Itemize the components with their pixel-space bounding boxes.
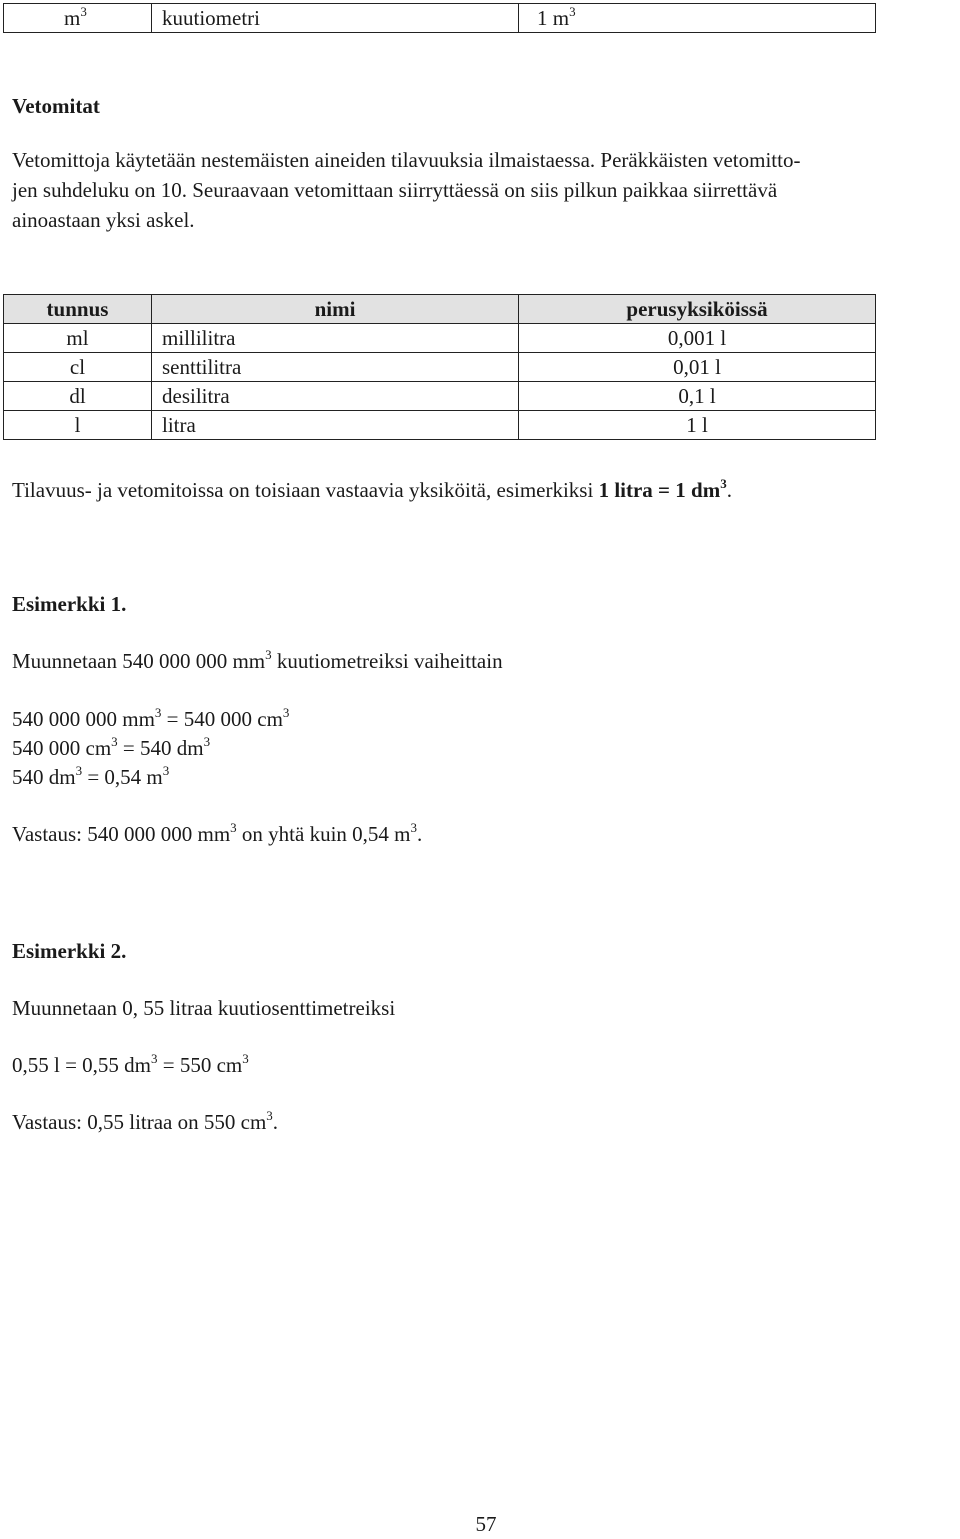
table-row bbox=[4, 353, 876, 382]
top-symbol: $m^3$ bbox=[4, 4, 152, 33]
header-tunnus: tunnus bbox=[4, 295, 152, 324]
example2-step: 0,55 l = 0,55 $dm^3 = 550$ $cm^3$ bbox=[12, 1051, 249, 1077]
cell-symbol: ml bbox=[4, 324, 152, 353]
example1-step: 540 $dm^3 = 0,54$ $m^3$ bbox=[12, 763, 170, 789]
header-perusyksikoissa: perusyksiköissä bbox=[519, 295, 876, 324]
cell-value: 1 l bbox=[519, 411, 876, 440]
example1-heading: Esimerkki 1. bbox=[12, 592, 127, 616]
example1-answer: Vastaus: 540 000 000 $mm^3$ on yhtä kuin 0,54 $m^3$. bbox=[12, 820, 423, 846]
cell-name: senttilitra bbox=[152, 353, 519, 382]
top-name: kuutiometri bbox=[152, 4, 519, 33]
equivalence-note: Tilavuus- ja vetomitoissa on toisiaan vastaavia yksiköitä, esimerkiksi 1 litra = 1 $dm^3$. bbox=[12, 476, 732, 502]
volume-table bbox=[3, 294, 876, 440]
page-number: 57 bbox=[475, 1512, 497, 1536]
example1-step: 540 000 $cm^3 = 540$ $dm^3$ bbox=[12, 734, 211, 760]
cell-value: 0,1 l bbox=[519, 382, 876, 411]
cell-name: millilitra bbox=[152, 324, 519, 353]
cell-symbol: cl bbox=[4, 353, 152, 382]
cubic-meter-row bbox=[3, 3, 876, 33]
table-row bbox=[4, 324, 876, 353]
intro-line: Vetomittoja käytetään nestemäisten aineiden tilavuuksia ilmaistaessa. Peräkkäisten vetomitto- bbox=[12, 148, 801, 172]
example2-heading: Esimerkki 2. bbox=[12, 939, 127, 963]
top-value: 1 $m^3$ bbox=[519, 4, 876, 33]
cell-symbol: dl bbox=[4, 382, 152, 411]
table-row bbox=[4, 411, 876, 440]
example1-step: 540 000 000 $mm^3 = 540$ 000 $cm^3$ bbox=[12, 705, 290, 731]
cell-name: litra bbox=[152, 411, 519, 440]
example1-task: Muunnetaan 540 000 000 $mm^3$ kuutiometreiksi vaiheittain bbox=[12, 647, 503, 673]
intro-line: jen suhdeluku on 10. Seuraavaan vetomittaan siirryttäessä on siis pilkun paikkaa siirrettävä bbox=[12, 178, 778, 202]
cell-value: 0,01 l bbox=[519, 353, 876, 382]
section-heading: Vetomitat bbox=[12, 94, 100, 118]
intro-line: ainoastaan yksi askel. bbox=[12, 208, 195, 232]
table-row bbox=[4, 382, 876, 411]
cell-symbol: l bbox=[4, 411, 152, 440]
example2-task: Muunnetaan 0, 55 litraa kuutiosenttimetreiksi bbox=[12, 996, 396, 1020]
cell-name: desilitra bbox=[152, 382, 519, 411]
header-nimi: nimi bbox=[152, 295, 519, 324]
cell-value: 0,001 l bbox=[519, 324, 876, 353]
table-header-row bbox=[4, 295, 876, 324]
example2-answer: Vastaus: 0,55 litraa on 550 $cm^3$. bbox=[12, 1108, 279, 1134]
